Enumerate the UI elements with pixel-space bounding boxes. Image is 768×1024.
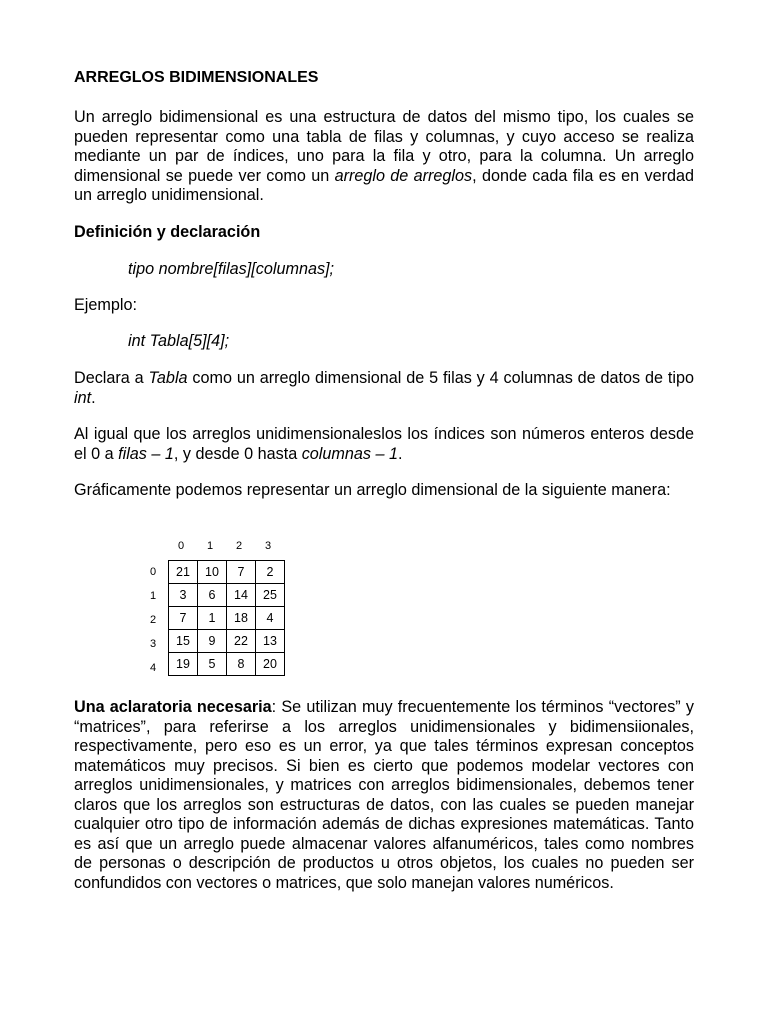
indices-text-1: Al igual que los arreglos unidimensionaleslos los índices son números enteros desde el 0 a bbox=[74, 425, 694, 463]
matrix-row-header: 4 bbox=[150, 662, 157, 674]
matrix-row bbox=[169, 630, 285, 653]
matrix-row-header: 3 bbox=[150, 638, 157, 650]
matrix-cell: 1 bbox=[198, 607, 227, 630]
matrix-cell: 19 bbox=[169, 653, 198, 676]
matrix-cell: 18 bbox=[227, 607, 256, 630]
matrix-row-header: 1 bbox=[150, 590, 157, 602]
declara-emphasis-1: Tabla bbox=[148, 369, 188, 387]
matrix-cell: 22 bbox=[227, 630, 256, 653]
aclaratoria-bold-label: Una aclaratoria necesaria bbox=[74, 698, 272, 716]
matrix-row-header: 2 bbox=[150, 614, 157, 626]
indices-emphasis-1: filas – 1 bbox=[118, 444, 174, 463]
example-code: int Tabla[5][4]; bbox=[128, 332, 230, 350]
indices-emphasis-2: columnas – 1 bbox=[301, 444, 398, 463]
aclaratoria-text: : Se utilizan muy frecuentemente los términos “vectores” y “matrices”, para referirse a los arreglos unidimensionales y bidimensiionales, respectivamente, pero eso es un error, ya que tales términos expresan conceptos matemáticos muy precisos. Si bien es cierto que podemos modelar vectores con arreglos unidimensionales, y matrices con arreglos bidimensionales, debemos tener claros que los arreglos son estructuras de datos, con las cuales se pueden manejar cualquier otro tipo de información además de dichas expresiones matemáticas. Tanto es así que un arreglo puede almacenar valores alfanuméricos, tales como nombres de personas o descripción de productos u otros objetos, los cuales no pueden ser confundidos con vectores o matrices, que solo manejan valores numéricos. bbox=[74, 698, 694, 892]
matrix-row bbox=[169, 607, 285, 630]
document-title: ARREGLOS BIDIMENSIONALES bbox=[74, 69, 319, 86]
matrix-row bbox=[169, 584, 285, 607]
matrix-cell: 14 bbox=[227, 584, 256, 607]
matrix-cell: 4 bbox=[256, 607, 285, 630]
indices-text-2: , y desde 0 hasta bbox=[173, 444, 302, 463]
matrix-col-header: 2 bbox=[236, 540, 243, 552]
matrix-row bbox=[169, 561, 285, 584]
intro-paragraph bbox=[74, 108, 694, 206]
matrix-table bbox=[168, 560, 285, 676]
matrix-row bbox=[169, 653, 285, 676]
indices-text-3: . bbox=[397, 444, 403, 463]
declara-emphasis-2: int bbox=[74, 388, 92, 407]
matrix-col-header: 3 bbox=[265, 540, 272, 552]
definition-heading: Definición y declaración bbox=[74, 223, 261, 241]
matrix-cell: 9 bbox=[198, 630, 227, 653]
matrix-cell: 2 bbox=[256, 561, 285, 584]
matrix-col-header: 0 bbox=[178, 540, 185, 552]
declaration-syntax: tipo nombre[filas][columnas]; bbox=[128, 260, 335, 278]
intro-emphasis: arreglo de arreglos bbox=[334, 166, 473, 185]
matrix-cell: 13 bbox=[256, 630, 285, 653]
matrix-col-header: 1 bbox=[207, 540, 214, 552]
matrix-cell: 8 bbox=[227, 653, 256, 676]
matrix-row-header: 0 bbox=[150, 566, 157, 578]
matrix-cell: 10 bbox=[198, 561, 227, 584]
intro-text-1: Un arreglo bidimensional es una estructura de datos del mismo tipo, los cuales se pueden representar como una tabla de filas y columnas, y cuyo acceso se realiza mediante un par de índices, uno para la fila y otro, para la columna. Un arreglo dimensional se puede ver como un bbox=[74, 108, 694, 185]
matrix-cell: 7 bbox=[169, 607, 198, 630]
matrix-cell: 6 bbox=[198, 584, 227, 607]
declara-text-3: . bbox=[91, 388, 96, 407]
matrix-cell: 25 bbox=[256, 584, 285, 607]
matrix-cell: 7 bbox=[227, 561, 256, 584]
matrix-cell: 5 bbox=[198, 653, 227, 676]
matrix-cell: 21 bbox=[169, 561, 198, 584]
matrix-cell: 15 bbox=[169, 630, 198, 653]
grafica-paragraph: Gráficamente podemos representar un arreglo dimensional de la siguiente manera: bbox=[74, 481, 671, 499]
aclaratoria-paragraph bbox=[74, 698, 694, 893]
declara-paragraph bbox=[74, 369, 694, 408]
matrix-cell: 20 bbox=[256, 653, 285, 676]
declara-text-1: Declara a bbox=[74, 369, 149, 387]
matrix-cell: 3 bbox=[169, 584, 198, 607]
declara-text-2: como un arreglo dimensional de 5 filas y 4 columnas de datos de tipo bbox=[187, 369, 694, 387]
example-label: Ejemplo: bbox=[74, 296, 137, 314]
intro-text-2: , donde cada fila es en verdad un arreglo unidimensional. bbox=[74, 166, 694, 204]
indices-paragraph bbox=[74, 425, 694, 464]
